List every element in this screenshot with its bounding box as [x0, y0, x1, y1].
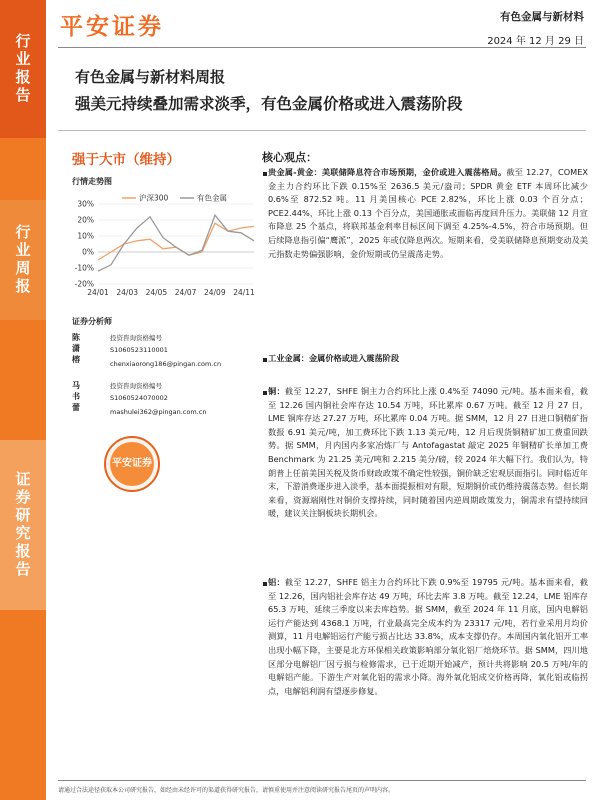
side-band-top — [0, 0, 46, 138]
para-gold-body: 截至 12.27，COMEX 金主力合约环比下跌 0.15%至 2636.5 美元/盎司；SPDR 黄金 ETF 本周环比减少 0.6%至 872.52 吨。11 月美国核心 PCE 2.82%，环比上涨 0.03 个百分点；PCE2.44%，环比上涨 0.13 个百分点，美国通胀或面临再度回升压力。美联储 12 月宣布降息 25 个基点，将联邦基金利率目标区间下调至 4.25%-4.5%，符合市场预期。但后续降息指引偏“鹰派”，2025 年或仅降息两次。短期来看，受美联储降息预期变动及美元指数走势偏强影响，金价短期或仍呈震荡走势。 — [268, 167, 588, 259]
seal-text: 平安证券 — [110, 442, 154, 486]
report-type: 有色金属与新材料周报 — [75, 68, 226, 86]
x-tick-label: 24/05 — [145, 288, 168, 297]
para-aluminium-body: 截至 12.27，SHFE 铝主力合约环比下跌 0.9%至 19795 元/吨。基本面来看，截至 12.26，国内铝社会库存达 49 万吨，环比去库 3.8 万吨。截至 12.24，LME 铝库存 65.3 万吨，延续三季度以来去库趋势。据 SMM，截至 2024 年 11 月底，国内电解铝运行产能达到 4368.1 万吨，行业最高完全成本约为 23317 元/吨，若行业采用月均价测算，11 月电解铝运行产能亏损占比达 33.8%，成本支撑仍存。本周国内氧化铝开工率出现小幅下降，主要是北方环保相关政策影响部分氧化铝厂焙烧环节。据 SMM，四川地区部分电解铝厂因亏损与检修需求，已于近期开始减产，预计共将影响 20.5 万吨/年的电解铝产能。下游生产对氧化铝的需求小降。海外氧化铝成交价格再降，氧化铝或临拐点，电解铝利润有望逐步修复。 — [268, 577, 589, 696]
header-category: 有色金属与新材料 — [500, 11, 584, 23]
analyst-1-name: 陈潇榕 — [72, 333, 80, 364]
bullet-icon — [263, 391, 267, 395]
series-line-1 — [98, 215, 254, 271]
analyst-1-cert-label: 投资咨询资格编号 — [110, 334, 162, 342]
para-copper-body: 截至 12.27，SHFE 铜主力合约环比上涨 0.4%至 74090 元/吨。基本面来看，截至 12.26 国内铜社会库存达 10.54 万吨，环比累库 0.67 万吨。截至 12 月 27 日，LME 铜库存达 27.27 万吨，环比累库 0.04 万吨。据 SMM，12 月 27 日进口铜精矿指数报 6.91 美元/吨，加工费环比下跌 1.13 美元/吨，12 月后现货铜精矿加工费重回跌势。据 SMM，月内国内多家冶炼厂与 Antofagastat 敲定 2025 年铜精矿长单加工费 Benchmark 为 21.25 美元/吨和 2.215 美分/磅，较 2024 年大幅下行。我们认为，特朗普上任前美国关税及货币财政政策不确定性较强，铜价缺乏宏观层面指引。同时临近年末，下游消费逐步进入淡季，基本面提振相对有限，短期铜价或仍维持震荡态势。但长期来看，资源端刚性对铜价支撑持续，同时随着国内逆周期政策发力，铜需求有望持续回暖，建议关注铜板块长期机会。 — [268, 386, 588, 519]
para-aluminium — [268, 576, 588, 698]
sidebar-label-weekly: 行业周报 — [13, 224, 32, 296]
company-seal-icon — [104, 436, 160, 492]
para-copper — [268, 385, 588, 521]
x-tick-label: 24/07 — [174, 288, 197, 297]
x-tick-label: 24/09 — [203, 288, 226, 297]
para-copper-lead: 铜： — [268, 386, 285, 396]
core-title: 核心观点： — [262, 151, 317, 164]
sidebar-label-research: 证券研究报告 — [13, 471, 32, 579]
y-tick-label: -20% — [74, 279, 94, 289]
para-industrial-lead: 工业金属：金属价格或进入震荡阶段 — [268, 353, 400, 363]
analysts-title: 证券分析师 — [72, 317, 112, 326]
bullet-icon — [263, 172, 267, 176]
y-tick-label: 20% — [77, 215, 94, 225]
side-band — [0, 0, 46, 800]
bullet-icon — [263, 358, 267, 362]
y-tick-label: -10% — [74, 263, 94, 273]
sidebar-label-industry-report: 行业报告 — [13, 33, 32, 105]
para-aluminium-lead: 铝： — [268, 577, 285, 587]
para-gold — [268, 166, 588, 261]
y-tick-label: 10% — [77, 231, 94, 241]
bullet-icon — [263, 582, 267, 586]
analyst-2-email[interactable]: mashulei362@pingan.com.cn — [110, 408, 207, 416]
y-tick-label: 0% — [82, 247, 94, 257]
analyst-2-cert-no: S1060524070002 — [110, 394, 168, 402]
rating: 强于大市（维持） — [72, 152, 180, 168]
header-meta — [487, 9, 584, 47]
trend-label: 行情走势图 — [72, 177, 112, 186]
side-band-bottom — [0, 440, 46, 610]
analyst-2-cert-label: 投资咨询资格编号 — [110, 382, 162, 390]
y-tick-label: 30% — [77, 199, 94, 209]
title-divider — [58, 130, 586, 131]
footer-divider — [58, 780, 586, 781]
legend-label: 沪深300 — [139, 193, 169, 203]
side-band-mid — [0, 200, 46, 320]
footer-disclaimer: 请通过合法途径获取本公司研究报告，如经由未经许可的渠道获得研究报告，请慎重使用并注意阅读研究报告尾页的声明内容。 — [58, 787, 395, 794]
header-divider — [58, 47, 586, 48]
trend-chart — [62, 190, 260, 302]
legend-label: 有色金属 — [197, 193, 227, 203]
x-tick-label: 24/11 — [233, 288, 255, 297]
x-tick-label: 24/03 — [116, 288, 139, 297]
company-logo: 平安证券 — [60, 14, 164, 40]
series-line-0 — [98, 223, 254, 260]
para-gold-lead: 贵金属-黄金：美联储降息符合市场预期，金价或进入震荡格局。 — [268, 167, 507, 177]
analyst-1-email[interactable]: chenxiaorong186@pingan.com.cn — [110, 360, 222, 368]
report-title: 强美元持续叠加需求淡季，有色金属价格或进入震荡阶段 — [75, 95, 463, 113]
header-date: 2024 年 12 月 29 日 — [487, 36, 584, 47]
analyst-1-cert-no: S1060523110001 — [110, 346, 168, 354]
para-industrial — [268, 352, 588, 366]
analyst-2-name: 马书蕾 — [72, 381, 80, 412]
x-tick-label: 24/01 — [87, 288, 109, 297]
